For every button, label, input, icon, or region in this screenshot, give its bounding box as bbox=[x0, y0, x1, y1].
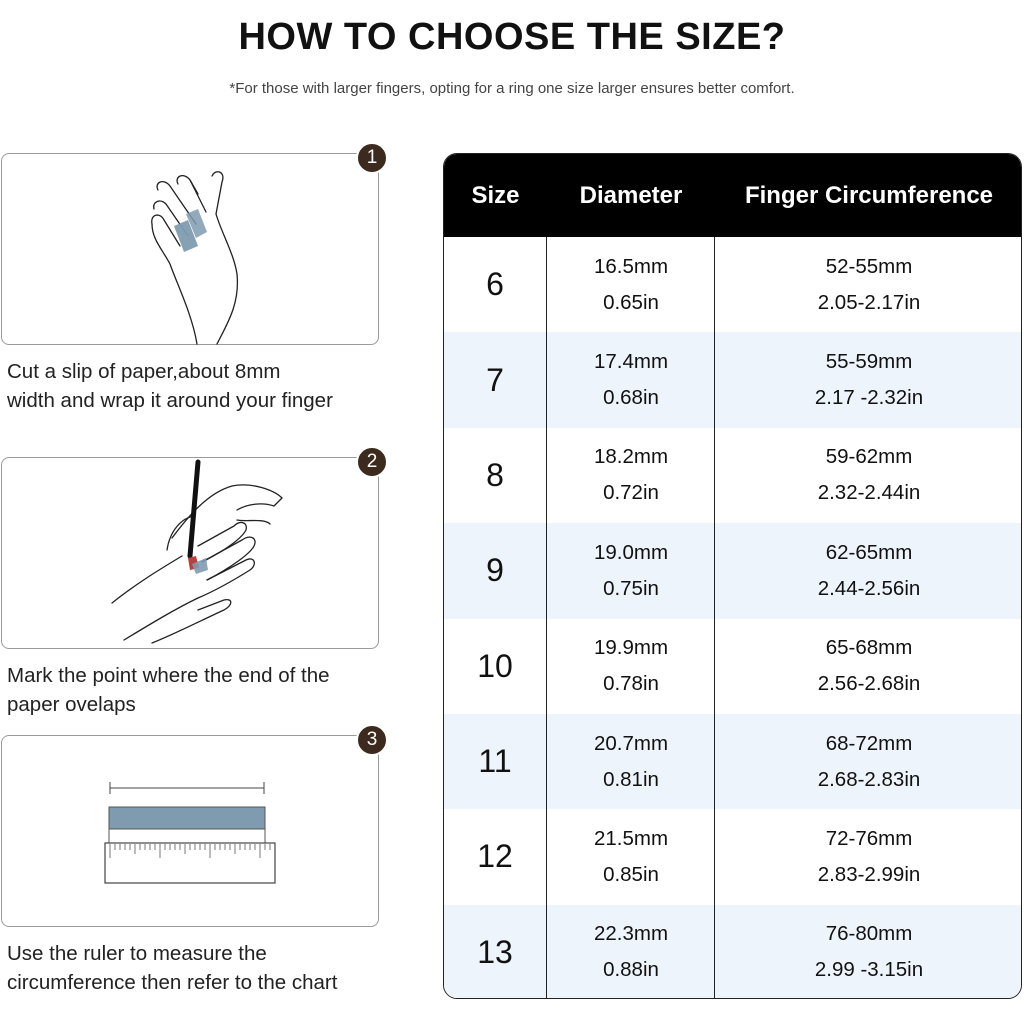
diameter-mm: 20.7mm bbox=[593, 731, 669, 755]
size-cell: 12 bbox=[477, 838, 513, 875]
step-3-text bbox=[7, 939, 427, 997]
step-3-illustration bbox=[1, 735, 379, 927]
diameter-in: 0.78in bbox=[603, 672, 659, 696]
step-2-line-2: paper ovelaps bbox=[7, 693, 136, 716]
diameter-mm: 22.3mm bbox=[593, 922, 669, 946]
ruler-measure-icon bbox=[2, 736, 380, 928]
circumference-cell bbox=[715, 332, 1022, 427]
diameter-in: 0.81in bbox=[603, 767, 659, 791]
step-2-illustration bbox=[1, 457, 379, 649]
step-2-line-1: Mark the point where the end of the bbox=[7, 664, 330, 687]
size-cell: 9 bbox=[486, 552, 504, 589]
circumference-in: 2.99 -3.15in bbox=[814, 958, 924, 982]
table-row bbox=[444, 619, 1021, 714]
size-cell: 6 bbox=[486, 266, 504, 303]
diameter-cell bbox=[547, 332, 715, 427]
step-3-line-1: Use the ruler to measure the bbox=[7, 942, 267, 965]
header-circumference: Finger Circumference bbox=[744, 181, 994, 209]
diameter-in: 0.72in bbox=[603, 481, 659, 505]
column-divider bbox=[714, 237, 715, 998]
circumference-in: 2.68-2.83in bbox=[817, 767, 921, 791]
circumference-mm: 65-68mm bbox=[825, 636, 913, 660]
size-chart-table bbox=[443, 153, 1022, 999]
diameter-mm: 17.4mm bbox=[593, 350, 669, 374]
step-2-text bbox=[7, 661, 427, 719]
diameter-in: 0.65in bbox=[603, 290, 659, 314]
diameter-cell bbox=[547, 714, 715, 809]
page-title: HOW TO CHOOSE THE SIZE? bbox=[238, 16, 786, 58]
circumference-mm: 52-55mm bbox=[825, 254, 913, 278]
circumference-mm: 72-76mm bbox=[825, 826, 913, 850]
step-1-line-1: Cut a slip of paper,about 8mm bbox=[7, 360, 281, 383]
diameter-cell bbox=[547, 809, 715, 904]
step-3-line-2: circumference then refer to the chart bbox=[7, 971, 338, 994]
diameter-cell bbox=[547, 237, 715, 332]
step-1-badge: 1 bbox=[356, 142, 388, 174]
diameter-mm: 16.5mm bbox=[593, 254, 669, 278]
circumference-cell bbox=[715, 905, 1022, 999]
circumference-mm: 59-62mm bbox=[825, 445, 913, 469]
circumference-cell bbox=[715, 428, 1022, 523]
circumference-mm: 76-80mm bbox=[825, 922, 913, 946]
diameter-in: 0.68in bbox=[603, 386, 659, 410]
size-cell: 8 bbox=[486, 456, 504, 493]
hand-wrap-paper-icon bbox=[2, 154, 380, 346]
table-row bbox=[444, 905, 1021, 999]
size-cell: 13 bbox=[477, 933, 513, 970]
header-size: Size bbox=[471, 181, 520, 209]
table-row bbox=[444, 332, 1021, 427]
diameter-cell bbox=[547, 523, 715, 618]
step-1-line-2: width and wrap it around your finger bbox=[7, 389, 333, 412]
circumference-mm: 55-59mm bbox=[825, 350, 913, 374]
circumference-mm: 68-72mm bbox=[825, 731, 913, 755]
diameter-in: 0.85in bbox=[603, 862, 659, 886]
circumference-in: 2.32-2.44in bbox=[817, 481, 921, 505]
table-row bbox=[444, 523, 1021, 618]
circumference-in: 2.83-2.99in bbox=[817, 862, 921, 886]
table-row bbox=[444, 714, 1021, 809]
diameter-cell bbox=[547, 428, 715, 523]
circumference-in: 2.17 -2.32in bbox=[814, 386, 924, 410]
table-header bbox=[444, 154, 1021, 237]
circumference-cell bbox=[715, 809, 1022, 904]
diameter-mm: 19.0mm bbox=[593, 540, 669, 564]
column-divider bbox=[546, 237, 547, 998]
hand-mark-pen-icon bbox=[2, 458, 380, 650]
table-row bbox=[444, 809, 1021, 904]
circumference-cell bbox=[715, 619, 1022, 714]
table-row bbox=[444, 237, 1021, 332]
page-subtitle: *For those with larger fingers, opting for a ring one size larger ensures better comfort. bbox=[229, 80, 795, 97]
size-cell: 11 bbox=[478, 743, 512, 780]
size-cell: 10 bbox=[477, 647, 513, 684]
diameter-mm: 19.9mm bbox=[593, 636, 669, 660]
diameter-mm: 21.5mm bbox=[593, 826, 669, 850]
diameter-in: 0.88in bbox=[603, 958, 659, 982]
circumference-mm: 62-65mm bbox=[825, 540, 913, 564]
circumference-cell bbox=[715, 714, 1022, 809]
step-2-badge: 2 bbox=[356, 446, 388, 478]
circumference-cell bbox=[715, 523, 1022, 618]
size-cell: 7 bbox=[486, 361, 504, 398]
diameter-mm: 18.2mm bbox=[593, 445, 669, 469]
step-1-illustration bbox=[1, 153, 379, 345]
table-row bbox=[444, 428, 1021, 523]
circumference-in: 2.44-2.56in bbox=[817, 576, 921, 600]
header-diameter: Diameter bbox=[579, 181, 683, 209]
circumference-in: 2.05-2.17in bbox=[817, 290, 921, 314]
circumference-in: 2.56-2.68in bbox=[817, 672, 921, 696]
circumference-cell bbox=[715, 237, 1022, 332]
step-1-text bbox=[7, 357, 427, 415]
diameter-cell bbox=[547, 905, 715, 999]
step-3-badge: 3 bbox=[356, 724, 388, 756]
diameter-in: 0.75in bbox=[603, 576, 659, 600]
diameter-cell bbox=[547, 619, 715, 714]
